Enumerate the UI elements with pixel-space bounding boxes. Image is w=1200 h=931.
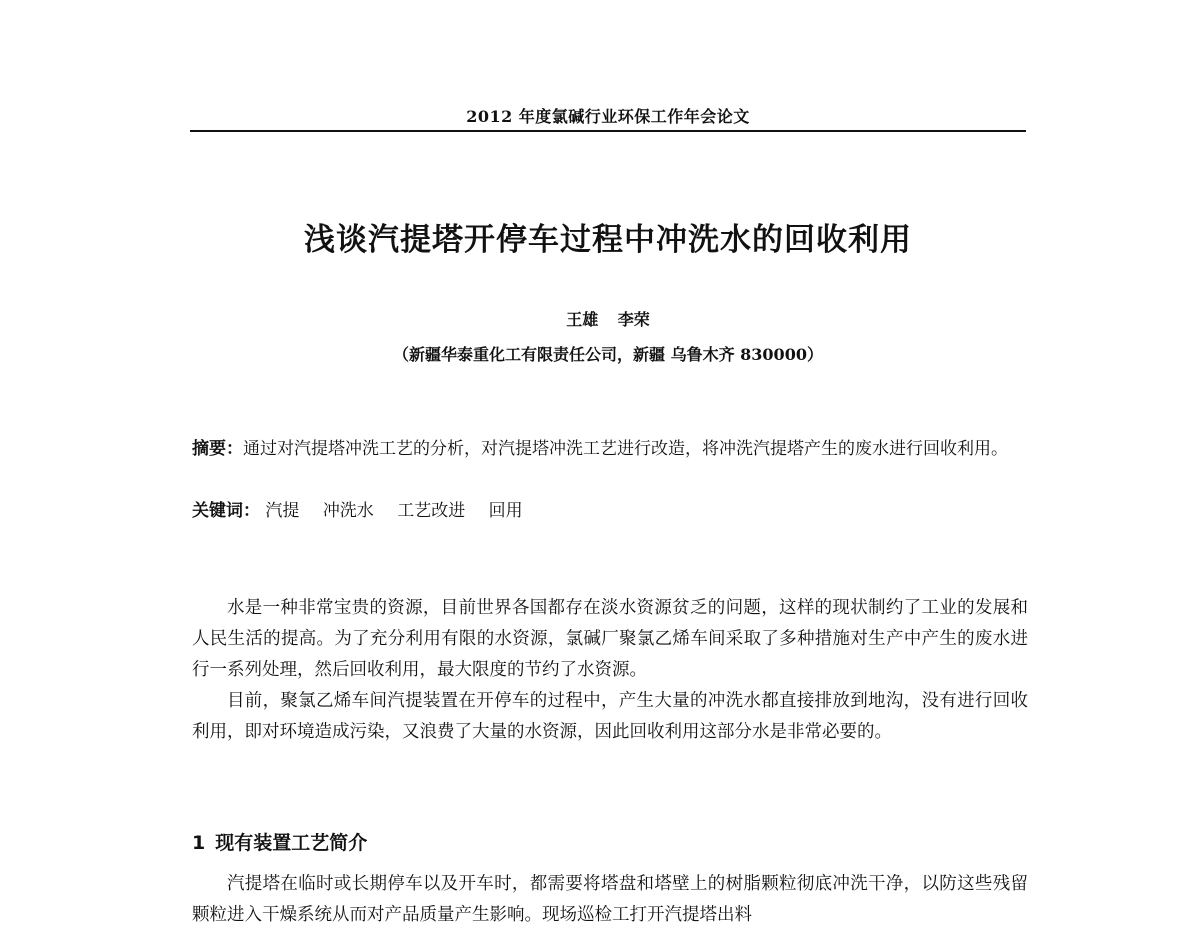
keywords-label: 关键词： (192, 501, 260, 521)
body-paragraph-2: 目前，聚氯乙烯车间汽提装置在开停车的过程中，产生大量的冲洗水都直接排放到地沟，没有进行回收利用，即对环境造成污染，又浪费了大量的水资源，因此回收利用这部分水是非常必要的。 (192, 691, 1028, 742)
abstract (192, 434, 1028, 465)
author-names: 王雄 李荣 (566, 310, 650, 329)
author-affiliation: （新疆华泰重化工有限责任公司，新疆 乌鲁木齐 830000） (393, 345, 823, 364)
section-paragraph: 汽提塔在临时或长期停车以及开车时，都需要将塔盘和塔壁上的树脂颗粒彻底冲洗干净，以防这些残留颗粒进入干燥系统从而对产品质量产生影响。现场巡检工打开汽提塔出料 (192, 874, 1028, 925)
section-title: 现有装置工艺简介 (215, 832, 368, 854)
keywords (192, 496, 1028, 527)
keyword-item: 汽提 (265, 501, 300, 521)
keyword-item: 工艺改进 (397, 501, 466, 521)
running-header: 2012 年度氯碱行业环保工作年会论文 (466, 107, 750, 126)
paper-title: 浅谈汽提塔开停车过程中冲洗水的回收利用 (304, 222, 912, 258)
abstract-label: 摘要： (192, 439, 243, 459)
body-paragraph-1: 水是一种非常宝贵的资源，目前世界各国都存在淡水资源贫乏的问题，这样的现状制约了工业的发展和人民生活的提高。为了充分利用有限的水资源，氯碱厂聚氯乙烯车间采取了多种措施对生产中产生的废水进行一系列处理，然后回收利用，最大限度的节约了水资源。 (192, 598, 1028, 680)
keyword-item: 回用 (488, 501, 523, 521)
section-heading (192, 828, 367, 855)
abstract-text: 通过对汽提塔冲洗工艺的分析，对汽提塔冲洗工艺进行改造，将冲洗汽提塔产生的废水进行回收利用。 (243, 439, 1008, 459)
header-rule (190, 130, 1026, 132)
keyword-item: 冲洗水 (322, 501, 374, 521)
section-number: 1 (192, 832, 206, 854)
